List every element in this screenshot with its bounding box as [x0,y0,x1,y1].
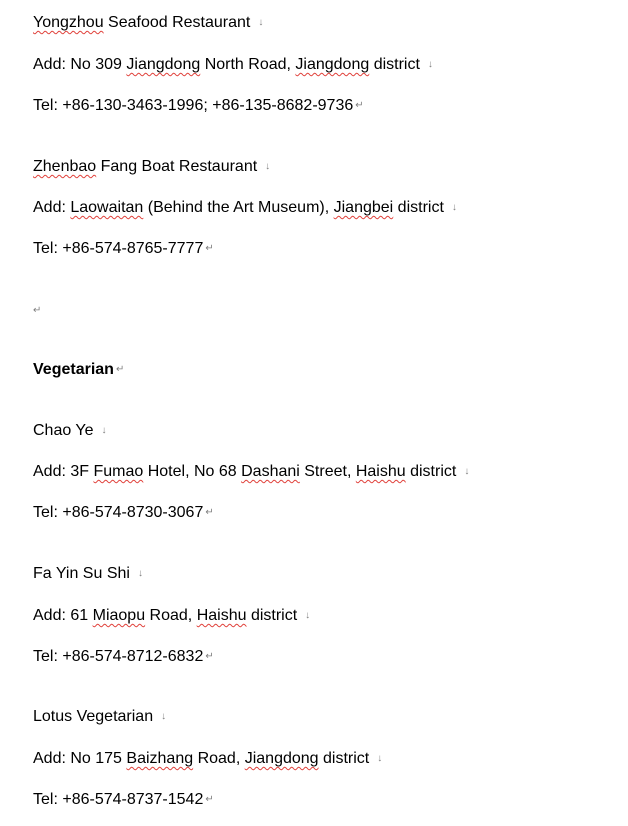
paragraph-mark-icon: ↵ [115,364,125,375]
entry-4-name [33,564,143,584]
entry-3-tel [33,503,214,523]
paragraph-mark-icon: ↵ [355,100,364,111]
entry-5-address [33,749,382,769]
entry-name-text: Zhenbao Fang Boat Restaurant [33,158,258,176]
spellcheck-word: Haishu [355,463,406,481]
line-break-mark-icon: ↓ [137,568,143,579]
paragraph-mark-icon: ↵ [205,507,214,518]
spellcheck-word: Haishu [196,607,247,625]
entry-4-tel [33,647,214,667]
entry-address-text: Add: No 309 Jiangdong North Road, Jiangdong district [33,56,420,74]
spellcheck-word: Zhenbao [33,158,97,176]
paragraph-mark-icon: ↵ [205,794,214,805]
line-break-mark-icon: ↓ [377,753,383,764]
line-break-mark-icon: ↓ [305,610,311,621]
entry-address-text: Add: 61 Miaopu Road, Haishu district [33,607,298,625]
entry-5-tel [33,790,214,810]
entry-tel-text: Tel: +86-574-8737-1542 [33,791,204,809]
spellcheck-word: Jiangbei [333,199,394,217]
spellcheck-word: Fumao [93,463,144,481]
spellcheck-word: Laowaitan [70,199,144,217]
line-break-mark-icon: ↓ [265,161,271,172]
line-break-mark-icon: ↓ [451,202,457,213]
empty-paragraph [33,301,41,321]
line-break-mark-icon: ↓ [427,59,433,70]
spellcheck-word: Jiangdong [244,750,319,768]
spellcheck-word: Miaopu [92,607,146,625]
entry-2-tel [33,239,214,259]
spellcheck-word: Baizhang [126,750,194,768]
entry-1-name [33,13,263,33]
entry-4-address [33,606,310,626]
line-break-mark-icon: ↓ [258,17,264,28]
entry-1-address [33,55,433,75]
entry-5-name [33,707,166,727]
line-break-mark-icon: ↓ [464,466,470,477]
paragraph-mark-icon: ↵ [33,305,42,316]
entry-address-text: Add: No 175 Baizhang Road, Jiangdong district [33,750,370,768]
entry-name-text: Lotus Vegetarian [33,708,154,726]
entry-tel-text: Tel: +86-130-3463-1996; +86-135-8682-9736 [33,97,354,115]
entry-3-name [33,421,107,441]
entry-tel-text: Tel: +86-574-8712-6832 [33,648,204,666]
entry-address-text: Add: Laowaitan (Behind the Art Museum), Jiangbei district [33,199,444,217]
spellcheck-word: Jiangdong [295,56,370,74]
entry-tel-text: Tel: +86-574-8765-7777 [33,240,204,258]
spellcheck-word: Yongzhou [33,14,104,32]
section-heading-text: Vegetarian [33,361,114,379]
entry-2-address [33,198,457,218]
entry-name-text: Fa Yin Su Shi [33,565,130,583]
spellcheck-word: Dashani [241,463,300,481]
entry-address-text: Add: 3F Fumao Hotel, No 68 Dashani Street, Haishu district [33,463,457,481]
spellcheck-word: Jiangdong [126,56,201,74]
paragraph-mark-icon: ↵ [205,651,214,662]
entry-3-address [33,462,469,482]
section-heading [33,360,124,380]
entry-name-text: Yongzhou Seafood Restaurant [33,14,251,32]
entry-name-text: Chao Ye [33,422,94,440]
paragraph-mark-icon: ↵ [205,243,214,254]
entry-tel-text: Tel: +86-574-8730-3067 [33,504,204,522]
entry-1-tel [33,96,364,116]
line-break-mark-icon: ↓ [161,711,167,722]
entry-2-name [33,157,270,177]
line-break-mark-icon: ↓ [101,425,107,436]
